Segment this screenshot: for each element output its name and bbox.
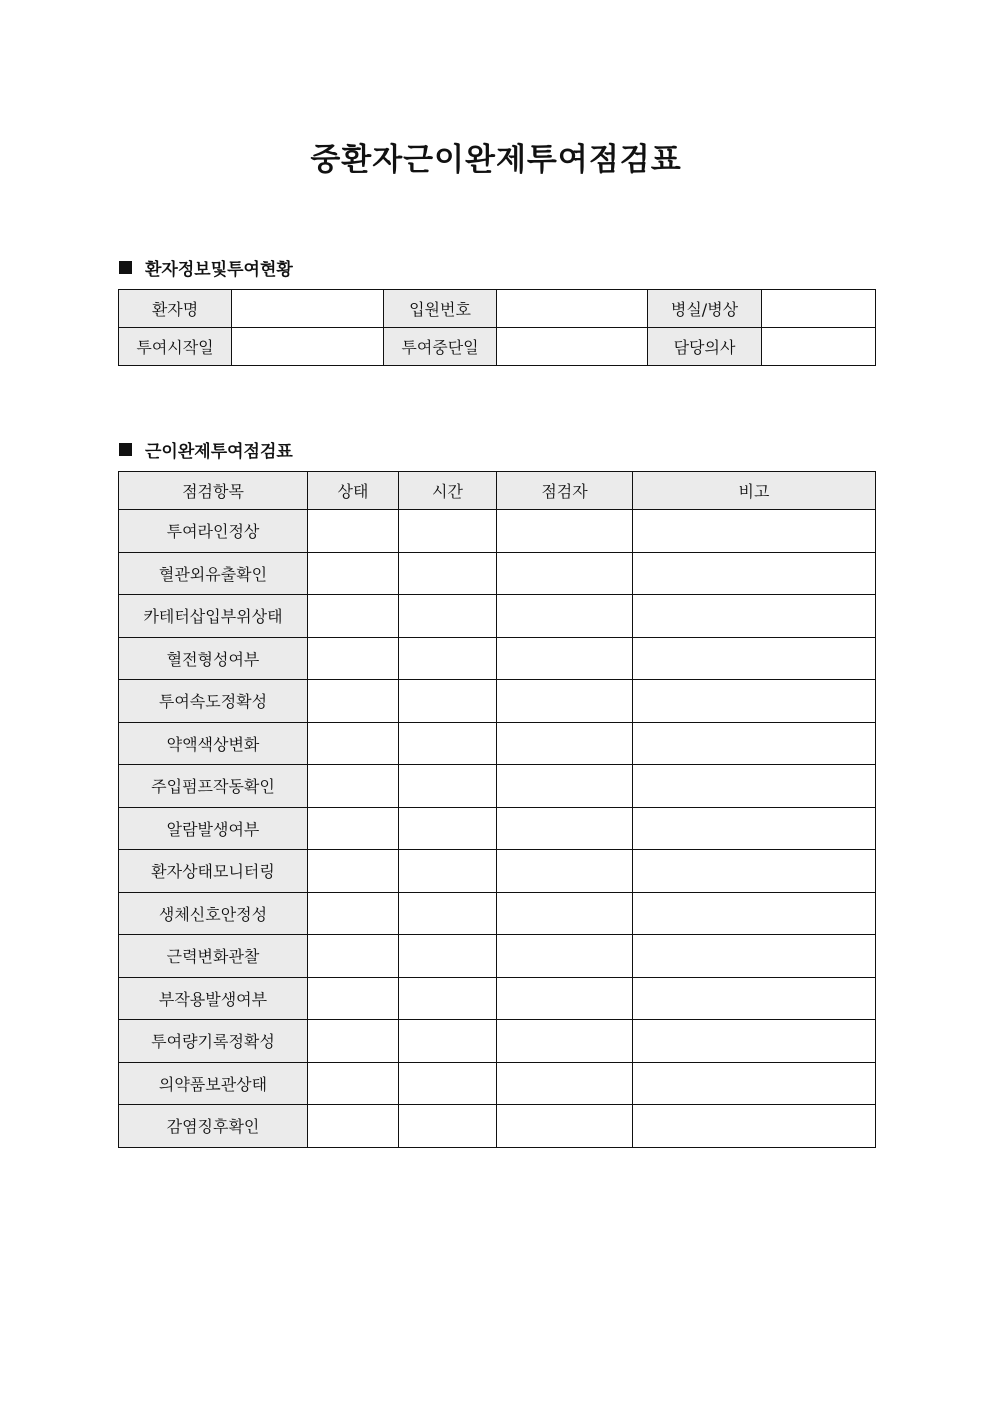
remarks-cell[interactable] [633,765,876,808]
inspector-cell[interactable] [497,807,633,850]
status-cell[interactable] [308,1020,399,1063]
patient-info-table [118,289,876,366]
document-title: 중환자근이완제투여점검표 [310,142,682,178]
check-item-label: 근력변화관찰 [119,935,308,978]
time-cell[interactable] [399,850,497,893]
inspector-cell[interactable] [497,765,633,808]
inspector-cell[interactable] [497,680,633,723]
status-cell[interactable] [308,935,399,978]
checklist-row [119,680,876,723]
inspector-cell[interactable] [497,1062,633,1105]
status-cell[interactable] [308,637,399,680]
time-cell[interactable] [399,510,497,553]
inspector-cell[interactable] [497,552,633,595]
checklist-row [119,510,876,553]
time-cell[interactable] [399,1062,497,1105]
inspector-cell[interactable] [497,722,633,765]
time-cell[interactable] [399,807,497,850]
column-header-status: 상태 [308,472,399,510]
remarks-cell[interactable] [633,892,876,935]
start-date-label: 투여시작일 [119,328,232,366]
check-item-label: 카테터삽입부위상태 [119,595,308,638]
patient-name-label: 환자명 [119,290,232,328]
status-cell[interactable] [308,1062,399,1105]
room-bed-field[interactable] [762,290,876,328]
remarks-cell[interactable] [633,850,876,893]
remarks-cell[interactable] [633,1020,876,1063]
check-item-label: 투여라인정상 [119,510,308,553]
inspector-cell[interactable] [497,510,633,553]
status-cell[interactable] [308,892,399,935]
column-header-time: 시간 [399,472,497,510]
time-cell[interactable] [399,977,497,1020]
inspector-cell[interactable] [497,637,633,680]
checklist-row [119,935,876,978]
status-cell[interactable] [308,595,399,638]
check-item-label: 생체신호안정성 [119,892,308,935]
remarks-cell[interactable] [633,637,876,680]
remarks-cell[interactable] [633,510,876,553]
checklist-row [119,552,876,595]
info-row [119,328,876,366]
admission-number-field[interactable] [497,290,648,328]
checklist-row [119,595,876,638]
stop-date-label: 투여중단일 [384,328,497,366]
inspector-cell[interactable] [497,850,633,893]
status-cell[interactable] [308,850,399,893]
check-item-label: 감염징후확인 [119,1105,308,1148]
patient-info-heading-text: 환자정보및투여현황 [145,260,293,280]
remarks-cell[interactable] [633,935,876,978]
check-item-label: 투여량기록정확성 [119,1020,308,1063]
check-item-label: 부작용발생여부 [119,977,308,1020]
time-cell[interactable] [399,637,497,680]
checklist-row [119,1105,876,1148]
checklist-row [119,1020,876,1063]
room-bed-label: 병실/병상 [648,290,762,328]
checklist-row [119,892,876,935]
column-header-item: 점검항목 [119,472,308,510]
check-item-label: 주입펌프작동확인 [119,765,308,808]
remarks-cell[interactable] [633,680,876,723]
inspector-cell[interactable] [497,892,633,935]
checklist-row [119,637,876,680]
patient-info-heading [119,255,293,280]
status-cell[interactable] [308,510,399,553]
status-cell[interactable] [308,765,399,808]
remarks-cell[interactable] [633,807,876,850]
info-row [119,290,876,328]
time-cell[interactable] [399,722,497,765]
stop-date-field[interactable] [497,328,648,366]
check-item-label: 의약품보관상태 [119,1062,308,1105]
check-item-label: 투여속도정확성 [119,680,308,723]
checklist-heading-text: 근이완제투여점검표 [145,442,293,462]
inspector-cell[interactable] [497,977,633,1020]
check-item-label: 혈관외유출확인 [119,552,308,595]
time-cell[interactable] [399,935,497,978]
attending-doctor-field[interactable] [762,328,876,366]
checklist-row [119,807,876,850]
time-cell[interactable] [399,595,497,638]
remarks-cell[interactable] [633,1105,876,1148]
time-cell[interactable] [399,765,497,808]
time-cell[interactable] [399,680,497,723]
check-item-label: 알람발생여부 [119,807,308,850]
inspector-cell[interactable] [497,1105,633,1148]
inspector-cell[interactable] [497,935,633,978]
status-cell[interactable] [308,977,399,1020]
admission-number-label: 입원번호 [384,290,497,328]
status-cell[interactable] [308,680,399,723]
status-cell[interactable] [308,1105,399,1148]
time-cell[interactable] [399,552,497,595]
remarks-cell[interactable] [633,552,876,595]
start-date-field[interactable] [232,328,384,366]
checklist-row [119,850,876,893]
remarks-cell[interactable] [633,722,876,765]
check-item-label: 약액색상변화 [119,722,308,765]
remarks-cell[interactable] [633,595,876,638]
patient-name-field[interactable] [232,290,384,328]
square-bullet-icon [119,261,132,274]
check-item-label: 환자상태모니터링 [119,850,308,893]
time-cell[interactable] [399,1105,497,1148]
column-header-remarks: 비고 [633,472,876,510]
checklist-header-row [119,472,876,510]
status-cell[interactable] [308,807,399,850]
status-cell[interactable] [308,552,399,595]
checklist-row [119,1062,876,1105]
remarks-cell[interactable] [633,1062,876,1105]
checklist-table [118,471,876,1148]
column-header-inspector: 점검자 [497,472,633,510]
checklist-row [119,765,876,808]
remarks-cell[interactable] [633,977,876,1020]
status-cell[interactable] [308,722,399,765]
inspector-cell[interactable] [497,1020,633,1063]
square-bullet-icon [119,443,132,456]
checklist-row [119,977,876,1020]
time-cell[interactable] [399,1020,497,1063]
attending-doctor-label: 담당의사 [648,328,762,366]
check-item-label: 혈전형성여부 [119,637,308,680]
checklist-heading [119,437,293,462]
inspector-cell[interactable] [497,595,633,638]
checklist-row [119,722,876,765]
time-cell[interactable] [399,892,497,935]
